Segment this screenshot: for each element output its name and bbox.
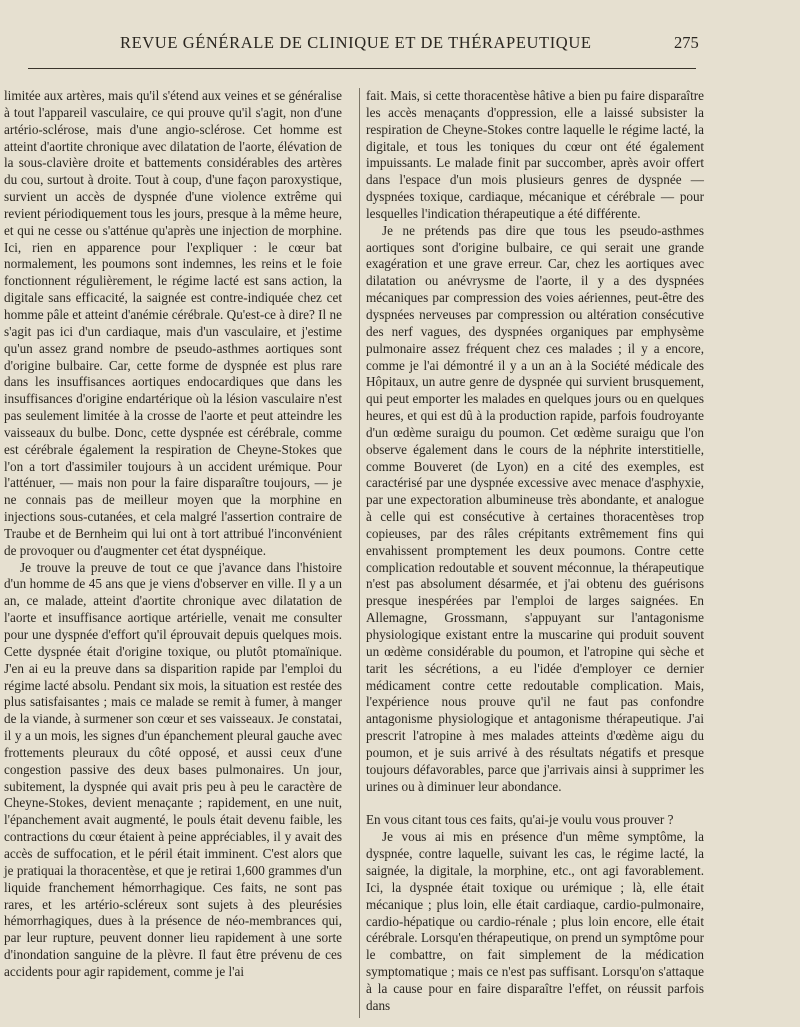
page-number: 275	[674, 33, 699, 52]
paragraph: Je ne prétends pas dire que tous les pseudo-asthmes aortiques sont d'origine bulbaire, ce qui serait une grande exagération et une grave erreur. Car, chez les aortiques avec dilatation ou anévrysme de l'aorte, il y a des dyspnées mécaniques par compression des voies aériennes, peut-être des dyspnées nerveuses par compression ou altération consécutive des nerf vagues, des dyspnées organiques par emphysème pulmonaire assez fréquent chez ces malades ; il y a encore, comme je l'ai démontré il y a un an à la Société médicale des Hôpitaux, un autre genre de dyspnée qui survient brusquement, qui peut emporter les malades en quelques jours ou en quelques heures, et qui est dû à la production rapide, parfois foudroyante d'un œdème suraigu du poumon. Cet œdème suraigu que l'on observe également dans le cours de la néphrite interstitielle, comme Bouveret (de Lyon) en a cité des exemples, est caractérisé par une dyspnée excessive avec menace d'asphyxie, par une expectoration albumineuse très abondante, et analogue à celle qui est consécutive à certaines thoracentèses trop copieuses, par des râles crépitants extrêmement fins qui envahissent promptement les deux poumons. Contre cette complication redoutable et souvent méconnue, la thérapeutique n'est pas absolument désarmée, et j'ai obtenu des guérisons presque inespérées par l'emploi de larges saignées. En Allemagne, Grossmann, s'appuyant sur l'antagonisme physiologique existant entre la muscarine qui produit souvent un œdème considérable du poumon, et l'atropine qui sèche et tarit les sécrétions, a eu l'idée d'employer ce dernier médicament contre cette redoutable complication. Mais, l'expérience nous prouve qu'il ne faut pas confondre antagonisme physiologique et antagonisme thérapeutique. J'ai prescrit l'atropine à mes malades atteints d'œdème aigu du poumon, et je suis arrivé à des résultats négatifs et presque toujours défavorables, parce que j'arrivais ainsi à supprimer les urines ou à diminuer leur abondance.	[366, 222, 704, 794]
running-title: REVUE GÉNÉRALE DE CLINIQUE ET DE THÉRAPEUTIQUE	[120, 33, 592, 52]
header-rule	[28, 68, 696, 69]
column-divider	[359, 88, 360, 1018]
paragraph: limitée aux artères, mais qu'il s'étend aux veines et se généralise à tout l'appareil vasculaire, ce qui prouve qu'il s'agit, non d'une artério-sclérose, mais d'une angio-sclérose. Cet homme est atteint d'aortite chronique avec dilatation de l'aorte, élévation de la sous-clavière droite et battements considérables des artères du cou, surtout à droite. Tout à coup, d'une façon paroxystique, survient un accès de dyspnée d'une violence extrême qui revient périodiquement tous les jours, presque à la même heure, et qui ne cesse ou s'atténue qu'après une injection de morphine. Ici, rien en apparence pour l'expliquer : le cœur bat normalement, les poumons sont indemnes, les reins et le foie fonctionnent régulièrement, le régime lacté est sans action, la digitale sans efficacité, la saignée est contre-indiquée chez cet homme pâle et atteint d'anémie cérébrale. Qu'est-ce à dire? Il ne s'agit pas ici d'un cardiaque, mais d'un vasculaire, et j'estime qu'un assez grand nombre de pseudo-asthmes aortiques sont d'origine bulbaire. Car, cette forme de dyspnée est plus rare dans les insuffisances aortiques endocardiques que dans les insuffisances d'origine endartérique où la lésion vasculaire n'est pas seulement limitée à la crosse de l'aorte et peut atteindre les vaisseaux du bulbe. Donc, cette dyspnée est cérébrale, comme est cérébrale également la respiration de Cheyne-Stokes que l'on a tort d'assimiler toujours à un accident urémique. Pour l'atténuer, — mais non pour la faire disparaître toujours, — je ne connais pas de meilleur moyen que la morphine en injections sous-cutanées, et cela malgré l'assertion contraire de Traube et de Bernheim qui lui ont à tort attribué l'inconvénient de provoquer ou d'augmenter cet état dyspnéique.	[4, 88, 342, 558]
left-column	[4, 88, 342, 981]
paragraph: Je trouve la preuve de tout ce que j'avance dans l'histoire d'un homme de 45 ans que je viens d'observer en ville. Il y a un an, ce malade, atteint d'aortite chronique avec dilatation de l'aorte et insuffisance aortique artérielle, venait me consulter pour une dyspnée d'effort qu'il éprouvait depuis quelques mois. Cette dyspnée était d'origine toxique, ou plutôt ptomaïnique. J'en ai eu la preuve dans sa disparition rapide par l'emploi du régime lacté absolu. Pendant six mois, la situation est restée des plus satisfaisantes ; mais ce malade se remit à fumer, à manger de la viande, à surmener son cœur et ses vaisseaux. Je constatai, il y a un mois, les signes d'un épanchement pleural gauche avec frottements pleuraux du côté opposé, et aussi ceux d'une congestion passive des deux bases pulmonaires. Un jour, subitement, la dyspnée qui avait pris peu à peu le caractère de Cheyne-Stokes, devient menaçante ; rapidement, en une nuit, l'épanchement avait augmenté, le pouls était devenu faible, les contractions du cœur étaient à peine appréciables, il y avait des accès de suffocation, et le péril était imminent. C'est alors que je pratiquai la thoracentèse, et que je retirai 1,600 grammes d'un liquide franchement hémorrhagique. Ces faits, ne sont pas rares, et les artério-scléreux sont sujets à des pleurésies hémorrhagiques, dues à la présence de néo-membrances qui, par leur rupture, peuvent donner lieu rapidement à une sorte d'inondation sanguine de la plèvre. Il faut être prévenu de ces accidents pour agir rapidement, comme je l'ai	[4, 559, 342, 979]
paragraph: Je vous ai mis en présence d'un même symptôme, la dyspnée, contre laquelle, suivant les cas, le régime lacté, la saignée, la digitale, la morphine, etc., ont agi favorablement. Ici, la dyspnée était toxique ou urémique ; là, elle était mécanique ; plus loin, elle était cardiaque, cardio-pulmonaire, cardio-hépatique ou cardio-rénale ; plus loin encore, elle était cérébrale. Lorsqu'en thérapeutique, on prend un symptôme pour le combattre, on fait simplement de la médication symptomatique ; mais ce n'est pas suffisant. Lorsqu'on s'attaque à la cause pour en faire disparaître l'effet, on réussit parfois dans	[366, 829, 704, 1013]
right-column	[366, 88, 704, 1015]
paragraph: En vous citant tous ces faits, qu'ai-je voulu vous prouver ?	[366, 812, 674, 828]
paragraph: fait. Mais, si cette thoracentèse hâtive a bien pu faire disparaître les accès menaçants d'oppression, elle a laissé subsister la respiration de Cheyne-Stokes contre laquelle le régime lacté, la digitale, et tous les toniques du cœur ont été également impuissants. Le malade finit par succomber, après avoir offert dans l'espace d'un mois plusieurs genres de dyspnée — dyspnées toxique, cardiaque, mécanique et cérébrale — pour lesquelles l'indication thérapeutique a été différente.	[366, 88, 704, 221]
page-header	[0, 33, 800, 57]
